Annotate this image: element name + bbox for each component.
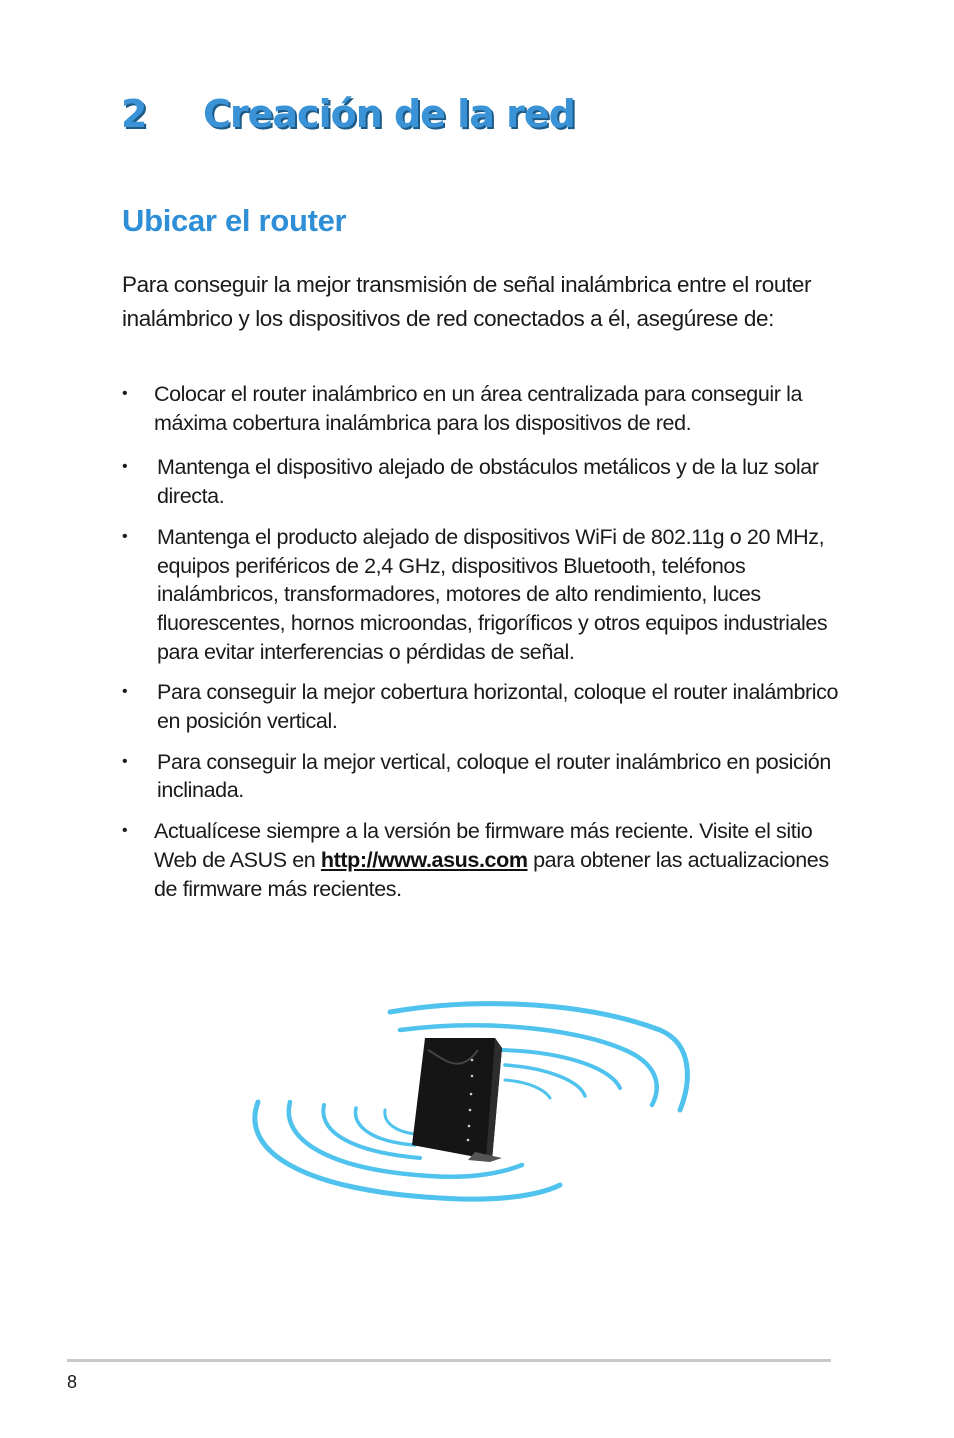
bullet-dot: • xyxy=(122,527,128,545)
asus-website-link[interactable]: http://www.asus.com xyxy=(320,847,528,872)
list-item xyxy=(122,453,842,510)
bullet-list xyxy=(122,380,842,915)
bullet-text-after-link: para obtener las actualizaciones de firmware más recientes. xyxy=(154,847,829,901)
bullet-dot: • xyxy=(122,683,128,701)
bullet-dot: • xyxy=(122,458,128,476)
section-title: Ubicar el router xyxy=(122,203,347,238)
router-icon xyxy=(412,1038,502,1162)
list-item xyxy=(122,817,842,903)
wave-right-5 xyxy=(505,1080,550,1098)
bullet-text-before-link: Actualícese siempre a la versión be firmware más reciente. Visite el sitio Web de ASUS en xyxy=(154,819,813,872)
wave-left-5 xyxy=(385,1110,415,1134)
list-item xyxy=(122,380,842,437)
list-item xyxy=(122,678,842,735)
list-item xyxy=(122,748,842,805)
bullet-text: Para conseguir la mejor cobertura horizontal, coloque el router inalámbrico en posición vertical. xyxy=(157,680,839,734)
chapter-title: Creación de la red xyxy=(203,92,575,136)
router-wireless-signal-illustration xyxy=(240,990,700,1210)
bullet-text: Colocar el router inalámbrico en un área centralizada para conseguir la máxima cobertura inalámbrica para los dispositivos de red. xyxy=(154,382,803,435)
chapter-heading xyxy=(121,92,575,136)
bullet-dot: • xyxy=(122,385,128,402)
chapter-number: 2 xyxy=(121,92,147,136)
footer-divider xyxy=(67,1359,831,1362)
wave-outer-left xyxy=(255,1102,560,1199)
bullet-text: Mantenga el dispositivo alejado de obstáculos metálicos y de la luz solar directa. xyxy=(157,455,819,509)
intro-paragraph: Para conseguir la mejor transmisión de señal inalámbrica entre el router inalámbrico y los dispositivos de red conectados a él, asegúrese de: xyxy=(122,272,812,331)
page-number: 8 xyxy=(67,1372,78,1392)
bullet-dot: • xyxy=(122,822,128,840)
bullet-text: Para conseguir la mejor vertical, coloque el router inalámbrico en posición inclinada. xyxy=(157,749,831,803)
list-item xyxy=(122,523,842,667)
bullet-text: Mantenga el producto alejado de dispositivos WiFi de 802.11g o 20 MHz, equipos periféricos de 2,4 GHz, dispositivos Bluetooth, teléfonos inalámbricos, transformadores, motores de alto rendimiento, luces fluorescentes, hornos microondas, frigoríficos y otros equipos industriales para evitar interferencias o pérdidas de señal. xyxy=(157,524,828,664)
bullet-dot: • xyxy=(122,752,128,770)
